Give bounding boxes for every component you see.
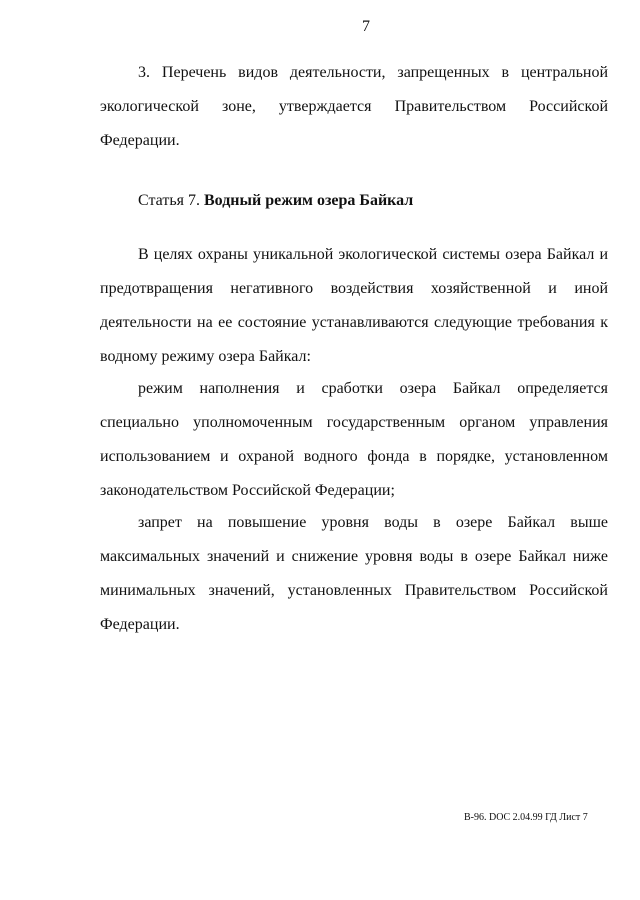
paragraph-item-3 xyxy=(100,56,608,158)
paragraph-line: предотвращения негативного воздействия хозяйственной и иной xyxy=(100,280,608,297)
paragraph-regime xyxy=(100,372,608,508)
paragraph-line: запрет на повышение уровня воды в озере Байкал выше xyxy=(138,514,608,531)
paragraph-line: использованием и охраной водного фонда в порядке, установленном xyxy=(100,448,608,465)
paragraph-ban xyxy=(100,506,608,642)
footer-doc-reference: В-96. DOC 2.04.99 ГД Лист 7 xyxy=(464,812,588,823)
paragraph-line: законодательством Российской Федерации; xyxy=(100,482,395,499)
article-number: Статья 7. xyxy=(138,192,200,209)
article-heading xyxy=(138,192,413,210)
article-title: Водный режим озера Байкал xyxy=(203,192,414,209)
paragraph-line: специально уполномоченным государственным органом управления xyxy=(100,414,608,431)
paragraph-line: максимальных значений и снижение уровня воды в озере Байкал ниже xyxy=(100,548,608,565)
paragraph-line: минимальных значений, установленных Правительством Российской xyxy=(100,582,608,599)
page-number: 7 xyxy=(362,18,370,35)
paragraph-line: В целях охраны уникальной экологической системы озера Байкал и xyxy=(138,246,608,263)
paragraph-intro xyxy=(100,238,608,374)
paragraph-line: водному режиму озера Байкал: xyxy=(100,348,311,365)
paragraph-line: экологической зоне, утверждается Правительством Российской xyxy=(100,98,608,115)
paragraph-line: режим наполнения и сработки озера Байкал определяется xyxy=(138,380,608,397)
paragraph-line: Федерации. xyxy=(100,132,180,149)
paragraph-line: 3. Перечень видов деятельности, запрещенных в центральной xyxy=(138,64,608,81)
paragraph-line: Федерации. xyxy=(100,616,180,633)
paragraph-line: деятельности на ее состояние устанавливаются следующие требования к xyxy=(100,314,608,331)
